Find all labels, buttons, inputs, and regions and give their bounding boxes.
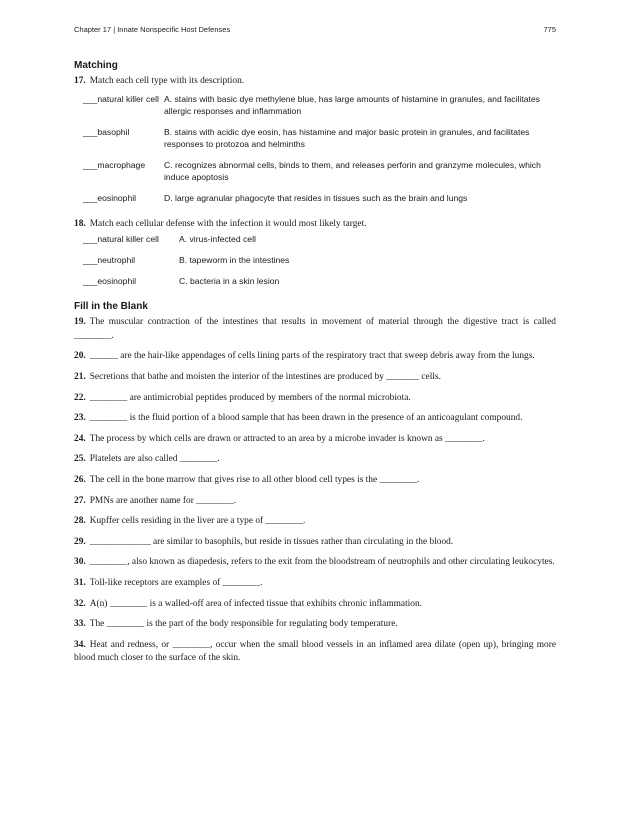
question-19 [74, 316, 556, 343]
question-text: ________, also known as diapedesis, refers to the exit from the bloodstream of neutrophils and other circulating leukocytes. [89, 557, 555, 568]
question-number: 32. [74, 598, 86, 609]
matching-description: C. bacteria in a skin lesion [179, 276, 280, 287]
question-text: ________ is the fluid portion of a blood sample that has been drawn in the presence of an anticoagulant compound. [89, 413, 523, 424]
matching-description: D. large agranular phagocyte that resides in tissues such as the brain and lungs [164, 192, 468, 203]
question-34 [74, 639, 556, 666]
matching-table-17 [83, 93, 556, 204]
question-text: The ________ is the part of the body responsible for regulating body temperature. [89, 619, 398, 630]
matching-table-18 [83, 233, 556, 287]
question-number: 17. [74, 76, 86, 86]
matching-row [83, 192, 556, 204]
matching-row [83, 254, 556, 266]
question-20 [74, 350, 556, 364]
question-prompt: Match each cellular defense with the infection it would most likely target. [89, 218, 367, 229]
question-text: Secretions that bathe and moisten the interior of the intestines are produced by _______ cells. [89, 371, 441, 382]
matching-row [83, 126, 556, 150]
chapter-title: Chapter 17 | Innate Nonspecific Host Defenses [74, 25, 231, 34]
question-number: 23. [74, 413, 86, 424]
matching-term: ___basophil [83, 126, 130, 137]
question-18 [74, 218, 556, 232]
question-text: ______ are the hair-like appendages of cells lining parts of the respiratory tract that sweep debris away from the lungs. [89, 351, 535, 362]
question-number: 28. [74, 516, 86, 527]
question-number: 20. [74, 351, 86, 362]
question-text: Toll-like receptors are examples of ________. [89, 577, 263, 588]
question-text: The cell in the bone marrow that gives rise to all other blood cell types is the ________. [89, 474, 420, 485]
matching-term: ___eosinophil [83, 276, 137, 287]
matching-description: C. recognizes abnormal cells, binds to them, and releases perforin and granzyme molecules, which induce apoptosis [164, 159, 541, 182]
question-number: 33. [74, 619, 86, 630]
question-23 [74, 412, 556, 426]
question-prompt: Match each cell type with its description. [89, 76, 245, 86]
question-number: 21. [74, 371, 86, 382]
running-header [74, 25, 556, 37]
question-number: 18. [74, 218, 86, 229]
question-22 [74, 392, 556, 406]
question-24 [74, 433, 556, 447]
question-number: 25. [74, 454, 86, 465]
question-number: 34. [74, 639, 86, 650]
question-number: 27. [74, 495, 86, 506]
matching-term: ___natural killer cell [83, 234, 159, 245]
fill-in-questions [74, 316, 556, 666]
question-text: PMNs are another name for ________. [89, 495, 237, 506]
question-number: 31. [74, 577, 86, 588]
question-number: 24. [74, 433, 86, 444]
question-29 [74, 536, 556, 550]
question-31 [74, 577, 556, 591]
question-text: The process by which cells are drawn or attracted to an area by a microbe invader is known as ________. [89, 433, 485, 444]
question-number: 19. [74, 317, 86, 328]
matching-description: B. tapeworm in the intestines [179, 255, 290, 266]
question-17 [74, 75, 556, 89]
matching-term: ___eosinophil [83, 192, 137, 203]
question-number: 30. [74, 557, 86, 568]
question-text: Kupffer cells residing in the liver are a type of ________. [89, 516, 306, 527]
matching-row [83, 275, 556, 287]
question-30 [74, 556, 556, 570]
question-33 [74, 618, 556, 632]
matching-description: A. stains with basic dye methylene blue, has large amounts of histamine in granules, and facilitates allergic responses and inflammation [164, 93, 540, 116]
matching-row [83, 159, 556, 183]
section-title-fill-in-the-blank: Fill in the Blank [74, 301, 148, 313]
question-number: 26. [74, 474, 86, 485]
matching-term: ___macrophage [83, 159, 146, 170]
question-text: _____________ are similar to basophils, but reside in tissues rather than circulating in the blood. [89, 536, 454, 547]
question-text: Heat and redness, or ________, occur when the small blood vessels in an inflamed area dilate (open up), bringing more blood much closer to the surface of the skin. [74, 639, 556, 664]
matching-row [83, 93, 556, 117]
question-32 [74, 598, 556, 612]
question-text: Platelets are also called ________. [89, 454, 220, 465]
question-21 [74, 371, 556, 385]
question-text: The muscular contraction of the intestines that results in movement of material through the digestive tract is called ________. [74, 317, 556, 341]
matching-term: ___natural killer cell [83, 93, 159, 104]
question-number: 22. [74, 392, 86, 403]
question-25 [74, 453, 556, 467]
matching-description: A. virus-infected cell [179, 234, 256, 245]
question-28 [74, 515, 556, 529]
main-content [74, 60, 556, 666]
matching-description: B. stains with acidic dye eosin, has histamine and major basic protein in granules, and facilitates responses to protozoa and helminths [164, 126, 530, 149]
question-number: 29. [74, 536, 86, 547]
question-text: ________ are antimicrobial peptides produced by members of the normal microbiota. [89, 392, 411, 403]
matching-row [83, 233, 556, 245]
question-26 [74, 474, 556, 488]
question-27 [74, 495, 556, 509]
page-number: 775 [543, 25, 556, 34]
section-title-matching: Matching [74, 60, 118, 71]
question-text: A(n) ________ is a walled-off area of infected tissue that exhibits chronic inflammation. [89, 598, 422, 609]
matching-term: ___neutrophil [83, 255, 136, 266]
